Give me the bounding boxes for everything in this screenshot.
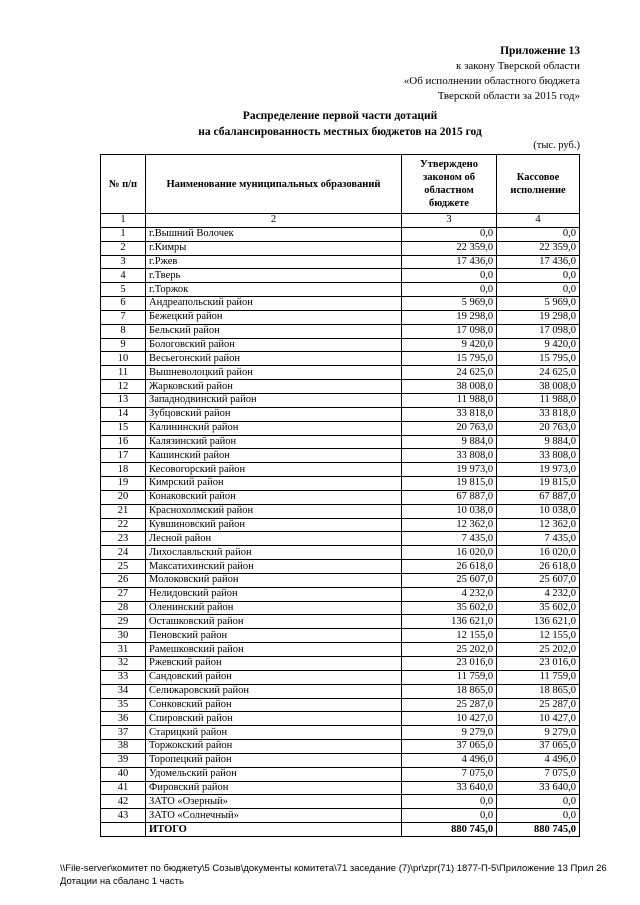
index-cell: 2: [146, 214, 402, 228]
executed-amount-cell: 136 621,0: [497, 615, 580, 629]
municipality-name-cell: Лихославльский район: [146, 546, 402, 560]
municipality-name-cell: Западнодвинский район: [146, 393, 402, 407]
table-row: [101, 629, 580, 643]
header-plan: Утверждено законом об областном бюджете: [401, 155, 496, 214]
executed-amount-cell: 16 020,0: [497, 546, 580, 560]
table-row: [101, 490, 580, 504]
municipality-name-cell: Кашинский район: [146, 449, 402, 463]
table-row: [101, 587, 580, 601]
table-row: [101, 393, 580, 407]
municipality-name-cell: Селижаровский район: [146, 684, 402, 698]
table-row: [101, 338, 580, 352]
header-name: Наименование муниципальных образований: [146, 155, 402, 214]
row-number-cell: 41: [101, 781, 146, 795]
approved-amount-cell: 0,0: [401, 269, 496, 283]
total-label-cell: ИТОГО: [146, 823, 402, 837]
row-number-cell: 8: [101, 324, 146, 338]
table-row: [101, 504, 580, 518]
row-number-cell: 7: [101, 310, 146, 324]
table-row: [101, 795, 580, 809]
executed-amount-cell: 33 818,0: [497, 407, 580, 421]
row-number-cell: 11: [101, 366, 146, 380]
municipality-name-cell: Бельский район: [146, 324, 402, 338]
row-number-cell: 29: [101, 615, 146, 629]
table-row: [101, 518, 580, 532]
executed-amount-cell: 7 435,0: [497, 532, 580, 546]
municipality-name-cell: Оленинский район: [146, 601, 402, 615]
row-number-cell: 34: [101, 684, 146, 698]
row-number-cell: 14: [101, 407, 146, 421]
table-row: [101, 698, 580, 712]
municipality-name-cell: Максатихинский район: [146, 560, 402, 574]
row-number-cell: 23: [101, 532, 146, 546]
executed-amount-cell: 11 759,0: [497, 670, 580, 684]
row-number-cell: 26: [101, 573, 146, 587]
executed-amount-cell: 25 202,0: [497, 643, 580, 657]
header-num: № п/п: [101, 155, 146, 214]
executed-amount-cell: 33 808,0: [497, 449, 580, 463]
approved-amount-cell: 0,0: [401, 795, 496, 809]
municipality-name-cell: г.Тверь: [146, 269, 402, 283]
municipality-name-cell: Бологовский район: [146, 338, 402, 352]
executed-amount-cell: 17 098,0: [497, 324, 580, 338]
table-header-row: [101, 155, 580, 214]
table-row: [101, 310, 580, 324]
total-num-cell: [101, 823, 146, 837]
row-number-cell: 21: [101, 504, 146, 518]
table-row: [101, 449, 580, 463]
total-row: [101, 823, 580, 837]
row-number-cell: 39: [101, 753, 146, 767]
total-plan-cell: 880 745,0: [401, 823, 496, 837]
municipality-name-cell: Пеновский район: [146, 629, 402, 643]
column-index-row: [101, 214, 580, 228]
table-row: [101, 573, 580, 587]
approved-amount-cell: 136 621,0: [401, 615, 496, 629]
approved-amount-cell: 0,0: [401, 283, 496, 297]
municipality-name-cell: Калининский район: [146, 421, 402, 435]
row-number-cell: 15: [101, 421, 146, 435]
row-number-cell: 12: [101, 380, 146, 394]
municipality-name-cell: Зубцовский район: [146, 407, 402, 421]
approved-amount-cell: 7 075,0: [401, 767, 496, 781]
municipality-name-cell: Кесовогорский район: [146, 463, 402, 477]
approved-amount-cell: 20 763,0: [401, 421, 496, 435]
municipality-name-cell: Краснохолмский район: [146, 504, 402, 518]
document-title-line-2: на сбалансированность местных бюджетов на 2015 год: [198, 126, 482, 138]
row-number-cell: 9: [101, 338, 146, 352]
table-body: [101, 214, 580, 837]
municipality-name-cell: Вышневолоцкий район: [146, 366, 402, 380]
municipality-name-cell: Конаковский район: [146, 490, 402, 504]
approved-amount-cell: 35 602,0: [401, 601, 496, 615]
municipality-name-cell: Кувшиновский район: [146, 518, 402, 532]
executed-amount-cell: 11 988,0: [497, 393, 580, 407]
appendix-title: Приложение 13: [500, 45, 580, 57]
table-row: [101, 227, 580, 241]
executed-amount-cell: 25 607,0: [497, 573, 580, 587]
municipality-name-cell: Удомельский район: [146, 767, 402, 781]
approved-amount-cell: 33 808,0: [401, 449, 496, 463]
executed-amount-cell: 19 298,0: [497, 310, 580, 324]
approved-amount-cell: 9 884,0: [401, 435, 496, 449]
approved-amount-cell: 17 436,0: [401, 255, 496, 269]
approved-amount-cell: 11 759,0: [401, 670, 496, 684]
approved-amount-cell: 9 279,0: [401, 726, 496, 740]
document-title: [100, 108, 580, 140]
row-number-cell: 33: [101, 670, 146, 684]
approved-amount-cell: 33 818,0: [401, 407, 496, 421]
row-number-cell: 22: [101, 518, 146, 532]
municipality-name-cell: Торопецкий район: [146, 753, 402, 767]
executed-amount-cell: 20 763,0: [497, 421, 580, 435]
table-row: [101, 352, 580, 366]
row-number-cell: 13: [101, 393, 146, 407]
executed-amount-cell: 0,0: [497, 283, 580, 297]
approved-amount-cell: 9 420,0: [401, 338, 496, 352]
index-cell: 4: [497, 214, 580, 228]
executed-amount-cell: 7 075,0: [497, 767, 580, 781]
municipality-name-cell: Калязинский район: [146, 435, 402, 449]
appendix-line-2: «Об исполнении областного бюджета: [403, 75, 580, 87]
table-row: [101, 477, 580, 491]
table-row: [101, 421, 580, 435]
municipality-name-cell: Рамешковский район: [146, 643, 402, 657]
approved-amount-cell: 23 016,0: [401, 657, 496, 671]
table-row: [101, 463, 580, 477]
executed-amount-cell: 12 362,0: [497, 518, 580, 532]
table-row: [101, 657, 580, 671]
municipality-name-cell: Кимрский район: [146, 477, 402, 491]
municipality-name-cell: г.Кимры: [146, 241, 402, 255]
file-path-footer: \\File-server\комитет по бюджету\5 Созыв\документы комитета\71 заседание (7)\pr\zpr(71) 1877-П-5\Приложение 13 Прил 26 Дотации на сбаланс 1 часть: [60, 863, 607, 887]
row-number-cell: 28: [101, 601, 146, 615]
approved-amount-cell: 5 969,0: [401, 297, 496, 311]
municipality-name-cell: Осташковский район: [146, 615, 402, 629]
executed-amount-cell: 24 625,0: [497, 366, 580, 380]
municipality-name-cell: Спировский район: [146, 712, 402, 726]
row-number-cell: 30: [101, 629, 146, 643]
table-row: [101, 283, 580, 297]
municipality-name-cell: Старицкий район: [146, 726, 402, 740]
row-number-cell: 42: [101, 795, 146, 809]
approved-amount-cell: 12 362,0: [401, 518, 496, 532]
row-number-cell: 18: [101, 463, 146, 477]
executed-amount-cell: 37 065,0: [497, 740, 580, 754]
municipality-name-cell: Весьегонский район: [146, 352, 402, 366]
table-row: [101, 726, 580, 740]
row-number-cell: 20: [101, 490, 146, 504]
row-number-cell: 10: [101, 352, 146, 366]
approved-amount-cell: 18 865,0: [401, 684, 496, 698]
approved-amount-cell: 7 435,0: [401, 532, 496, 546]
executed-amount-cell: 0,0: [497, 269, 580, 283]
approved-amount-cell: 22 359,0: [401, 241, 496, 255]
row-number-cell: 31: [101, 643, 146, 657]
executed-amount-cell: 67 887,0: [497, 490, 580, 504]
table-row: [101, 297, 580, 311]
municipality-name-cell: ЗАТО «Озерный»: [146, 795, 402, 809]
table-row: [101, 601, 580, 615]
municipality-name-cell: Жарковский район: [146, 380, 402, 394]
table-row: [101, 380, 580, 394]
approved-amount-cell: 67 887,0: [401, 490, 496, 504]
row-number-cell: 32: [101, 657, 146, 671]
row-number-cell: 5: [101, 283, 146, 297]
row-number-cell: 6: [101, 297, 146, 311]
executed-amount-cell: 5 969,0: [497, 297, 580, 311]
header-exec: Кассовое исполнение: [497, 155, 580, 214]
row-number-cell: 43: [101, 809, 146, 823]
executed-amount-cell: 9 279,0: [497, 726, 580, 740]
approved-amount-cell: 0,0: [401, 809, 496, 823]
municipality-name-cell: г.Ржев: [146, 255, 402, 269]
table-row: [101, 753, 580, 767]
approved-amount-cell: 10 038,0: [401, 504, 496, 518]
executed-amount-cell: 18 865,0: [497, 684, 580, 698]
table-row: [101, 435, 580, 449]
row-number-cell: 4: [101, 269, 146, 283]
total-exec-cell: 880 745,0: [497, 823, 580, 837]
row-number-cell: 3: [101, 255, 146, 269]
executed-amount-cell: 22 359,0: [497, 241, 580, 255]
approved-amount-cell: 16 020,0: [401, 546, 496, 560]
row-number-cell: 35: [101, 698, 146, 712]
table-row: [101, 241, 580, 255]
table-row: [101, 809, 580, 823]
approved-amount-cell: 26 618,0: [401, 560, 496, 574]
approved-amount-cell: 25 287,0: [401, 698, 496, 712]
row-number-cell: 27: [101, 587, 146, 601]
approved-amount-cell: 10 427,0: [401, 712, 496, 726]
approved-amount-cell: 19 815,0: [401, 477, 496, 491]
executed-amount-cell: 19 815,0: [497, 477, 580, 491]
executed-amount-cell: 0,0: [497, 795, 580, 809]
executed-amount-cell: 4 496,0: [497, 753, 580, 767]
executed-amount-cell: 15 795,0: [497, 352, 580, 366]
table-row: [101, 767, 580, 781]
approved-amount-cell: 19 973,0: [401, 463, 496, 477]
table-row: [101, 712, 580, 726]
municipality-name-cell: Сандовский район: [146, 670, 402, 684]
row-number-cell: 2: [101, 241, 146, 255]
approved-amount-cell: 33 640,0: [401, 781, 496, 795]
executed-amount-cell: 38 008,0: [497, 380, 580, 394]
approved-amount-cell: 0,0: [401, 227, 496, 241]
appendix-line-1: к закону Тверской области: [455, 60, 580, 72]
row-number-cell: 40: [101, 767, 146, 781]
municipality-name-cell: ЗАТО «Солнечный»: [146, 809, 402, 823]
executed-amount-cell: 33 640,0: [497, 781, 580, 795]
municipality-name-cell: Торжокский район: [146, 740, 402, 754]
table-row: [101, 324, 580, 338]
table-row: [101, 255, 580, 269]
executed-amount-cell: 0,0: [497, 227, 580, 241]
executed-amount-cell: 35 602,0: [497, 601, 580, 615]
document-title-line-1: Распределение первой части дотаций: [242, 110, 438, 122]
executed-amount-cell: 12 155,0: [497, 629, 580, 643]
table-row: [101, 615, 580, 629]
municipality-name-cell: Лесной район: [146, 532, 402, 546]
approved-amount-cell: 11 988,0: [401, 393, 496, 407]
table-row: [101, 670, 580, 684]
approved-amount-cell: 25 202,0: [401, 643, 496, 657]
units-label: (тыс. руб.): [533, 140, 580, 151]
appendix-line-3: Тверской области за 2015 год»: [437, 90, 580, 102]
table-row: [101, 643, 580, 657]
municipality-name-cell: г.Вышний Волочек: [146, 227, 402, 241]
table-row: [101, 781, 580, 795]
municipality-name-cell: Сонковский район: [146, 698, 402, 712]
approved-amount-cell: 25 607,0: [401, 573, 496, 587]
table-row: [101, 269, 580, 283]
executed-amount-cell: 9 420,0: [497, 338, 580, 352]
approved-amount-cell: 24 625,0: [401, 366, 496, 380]
approved-amount-cell: 38 008,0: [401, 380, 496, 394]
municipality-name-cell: Молоковский район: [146, 573, 402, 587]
row-number-cell: 37: [101, 726, 146, 740]
executed-amount-cell: 25 287,0: [497, 698, 580, 712]
table-row: [101, 366, 580, 380]
row-number-cell: 1: [101, 227, 146, 241]
executed-amount-cell: 4 232,0: [497, 587, 580, 601]
municipality-name-cell: Андреапольский район: [146, 297, 402, 311]
approved-amount-cell: 17 098,0: [401, 324, 496, 338]
row-number-cell: 38: [101, 740, 146, 754]
row-number-cell: 24: [101, 546, 146, 560]
executed-amount-cell: 17 436,0: [497, 255, 580, 269]
row-number-cell: 25: [101, 560, 146, 574]
municipality-name-cell: Фировский район: [146, 781, 402, 795]
executed-amount-cell: 9 884,0: [497, 435, 580, 449]
approved-amount-cell: 37 065,0: [401, 740, 496, 754]
executed-amount-cell: 0,0: [497, 809, 580, 823]
approved-amount-cell: 4 232,0: [401, 587, 496, 601]
executed-amount-cell: 26 618,0: [497, 560, 580, 574]
executed-amount-cell: 23 016,0: [497, 657, 580, 671]
municipality-name-cell: Нелидовский район: [146, 587, 402, 601]
executed-amount-cell: 10 427,0: [497, 712, 580, 726]
approved-amount-cell: 4 496,0: [401, 753, 496, 767]
row-number-cell: 19: [101, 477, 146, 491]
municipality-name-cell: Ржевский район: [146, 657, 402, 671]
municipality-name-cell: г.Торжок: [146, 283, 402, 297]
approved-amount-cell: 15 795,0: [401, 352, 496, 366]
municipality-name-cell: Бежецкий район: [146, 310, 402, 324]
table-row: [101, 740, 580, 754]
index-cell: 1: [101, 214, 146, 228]
subsidy-table: [100, 154, 580, 837]
table-row: [101, 684, 580, 698]
table-row: [101, 407, 580, 421]
table-row: [101, 532, 580, 546]
index-cell: 3: [401, 214, 496, 228]
row-number-cell: 17: [101, 449, 146, 463]
executed-amount-cell: 19 973,0: [497, 463, 580, 477]
appendix-header: [404, 44, 580, 104]
table-row: [101, 546, 580, 560]
row-number-cell: 36: [101, 712, 146, 726]
executed-amount-cell: 10 038,0: [497, 504, 580, 518]
table-row: [101, 560, 580, 574]
approved-amount-cell: 19 298,0: [401, 310, 496, 324]
row-number-cell: 16: [101, 435, 146, 449]
approved-amount-cell: 12 155,0: [401, 629, 496, 643]
